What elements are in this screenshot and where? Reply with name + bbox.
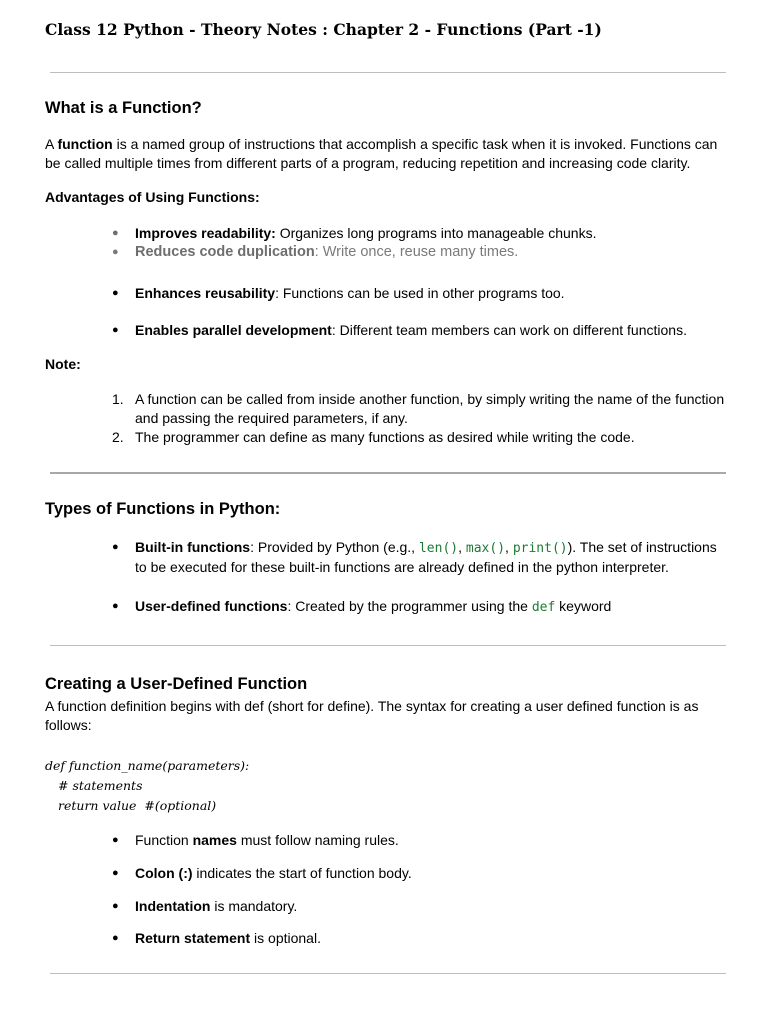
syntax-line: return value #(optional) (58, 798, 217, 813)
user-defined-text-rest: keyword (555, 598, 612, 614)
bullet-icon: ● (112, 867, 119, 879)
bullet-icon: ● (112, 900, 119, 912)
advantages-heading: Advantages of Using Functions: (45, 189, 260, 205)
rule-text-rest: is mandatory. (210, 898, 298, 914)
section-heading-creating: Creating a User-Defined Function (45, 675, 308, 693)
builtin-text-rest: ). The set of instructions to be executed for these built-in functions are already defined in the python interpreter. (135, 539, 717, 575)
intro-text-rest: is a named group of instructions that accomplish a specific task when it is invoked. Functions can be called multiple times from different parts of a program, reducing repetition and increasing code clarity. (45, 136, 718, 171)
code-max: max() (465, 541, 506, 556)
rule-text-rest: indicates the start of function body. (192, 865, 412, 881)
rule-text-rest: is optional. (250, 930, 321, 946)
code-def: def (531, 600, 556, 615)
bullet-icon: ● (112, 246, 119, 258)
user-defined-label: User-defined functions (135, 598, 288, 614)
rule-bold: Return statement (135, 930, 251, 946)
rule-bold: names (192, 832, 237, 848)
advantage-text: : Write once, reuse many times. (314, 244, 519, 260)
divider (50, 472, 726, 474)
note-heading: Note: (45, 356, 81, 372)
user-defined-text: : Created by the programmer using the (287, 598, 532, 614)
rule-bold: Indentation (135, 898, 211, 914)
rule-text: Function (135, 832, 193, 848)
bullet-icon: ● (112, 932, 119, 944)
advantage-text: : Functions can be used in other programs too. (275, 285, 565, 301)
intro-text-start: A (45, 136, 58, 152)
note-number: 2. (112, 429, 124, 445)
divider (50, 645, 726, 646)
bullet-icon: ● (112, 287, 119, 299)
advantage-label: Improves readability: (135, 225, 276, 241)
note-text: The programmer can define as many functions as desired while writing the code. (135, 429, 635, 445)
intro-paragraph (45, 135, 735, 173)
code-len: len() (418, 541, 459, 556)
bullet-icon: ● (112, 834, 119, 846)
syntax-block (45, 756, 249, 816)
bullet-icon: ● (112, 600, 119, 612)
rule-text-rest: must follow naming rules. (236, 832, 399, 848)
bullet-icon: ● (112, 541, 119, 553)
intro-bold-term: function (57, 136, 113, 152)
separator: , (505, 539, 513, 555)
builtin-text: : Provided by Python (e.g., (250, 539, 419, 555)
advantage-label: Enhances reusability (135, 285, 276, 301)
code-print: print() (512, 541, 568, 556)
rule-bold: Colon (:) (135, 865, 193, 881)
separator: , (458, 539, 466, 555)
divider (50, 72, 726, 73)
advantage-label: Enables parallel development (135, 322, 332, 338)
bullet-icon: ● (112, 227, 119, 239)
document-title: Class 12 Python - Theory Notes : Chapter 2 - Functions (Part -1) (45, 20, 602, 39)
divider (50, 973, 726, 974)
advantage-text: Organizes long programs into manageable chunks. (275, 225, 597, 241)
builtin-label: Built-in functions (135, 539, 251, 555)
section-heading-types: Types of Functions in Python: (45, 500, 281, 518)
advantage-text: : Different team members can work on different functions. (331, 322, 687, 338)
syntax-line: def function_name(parameters): (45, 758, 250, 773)
note-number: 1. (112, 391, 124, 407)
bullet-icon: ● (112, 324, 119, 336)
syntax-line: # statements (58, 778, 143, 793)
note-text: A function can be called from inside another function, by simply writing the name of the function and passing the required parameters, if any. (135, 391, 725, 426)
advantage-label: Reduces code duplication (135, 244, 315, 260)
section-heading-what-is-function: What is a Function? (45, 99, 202, 117)
creating-intro: A function definition begins with def (short for define). The syntax for creating a user defined function is as follows: (45, 698, 699, 733)
